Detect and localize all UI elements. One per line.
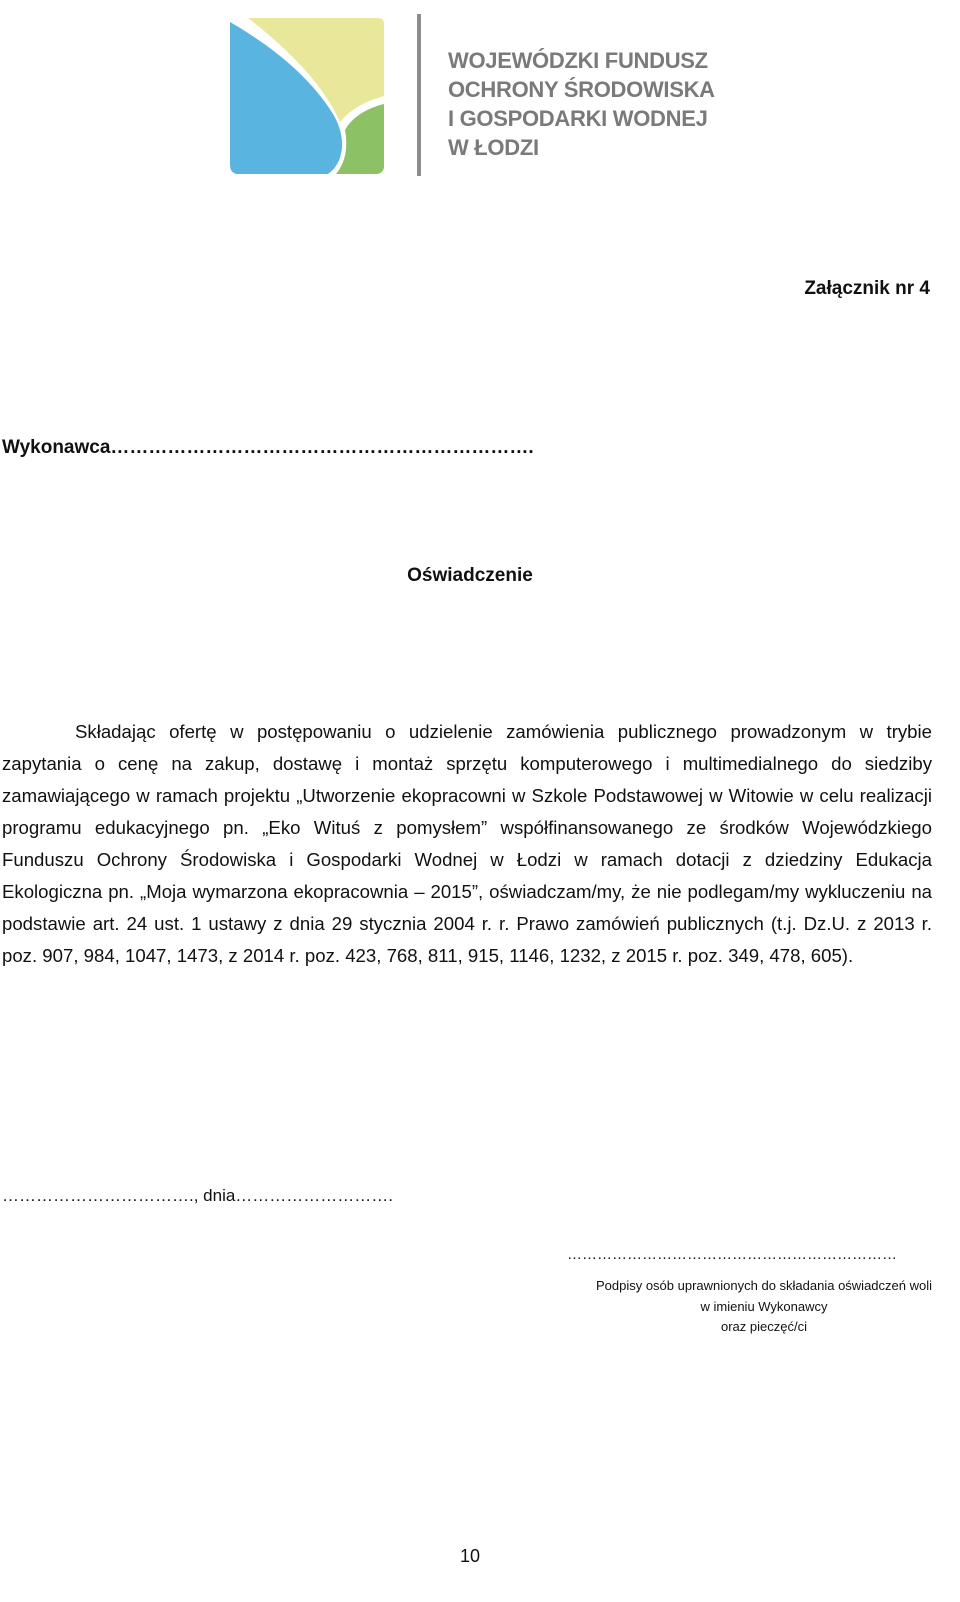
- statement-body: Składając ofertę w postępowaniu o udzielenie zamówienia publicznego prowadzonym w trybie zapytania o cenę na zakup, dostawę i montaż sprzętu komputerowego i multimedialnego do siedziby zamawiającego w ramach projektu „Utworzenie ekopracowni w Szkole Podstawowej w Witowie w celu realizacji programu edukacyjnego pn. „Eko Wituś z pomysłem” współfinansowanego ze środków Wojewódzkiego Funduszu Ochrony Środowiska i Gospodarki Wodnej w Łodzi w ramach dotacji z dziedziny Edukacja Ekologiczna pn. „Moja wymarzona ekopracownia – 2015”, oświadczam/my, że nie podlegam/my wykluczeniu na podstawie art. 24 ust. 1 ustawy z dnia 29 stycznia 2004 r. r. Prawo zamówień publicznych (t.j. Dz.U. z 2013 r. poz. 907, 984, 1047, 1473, z 2014 r. poz. 423, 768, 811, 915, 1146, 1232, z 2015 r. poz. 349, 478, 605).: [2, 721, 932, 966]
- logo-line-1: WOJEWÓDZKI FUNDUSZ: [448, 48, 708, 73]
- signature-line: …………………………………………………………: [567, 1246, 897, 1263]
- contractor-line: Wykonawca………………………………………………………….: [2, 437, 534, 458]
- place-date-line: ……………………………., dnia……………………….: [2, 1186, 394, 1205]
- logo-divider: [417, 14, 421, 176]
- logo-line-3: I GOSPODARKI WODNEJ: [448, 106, 708, 131]
- signature-caption-line-3: oraz pieczęć/ci: [721, 1319, 807, 1334]
- page-number: 10: [459, 1546, 481, 1566]
- logo-line-2: OCHRONY ŚRODOWISKA: [448, 77, 715, 102]
- signature-caption-line-2: w imieniu Wykonawcy: [700, 1298, 828, 1314]
- logo-text: [448, 46, 715, 162]
- signature-caption-line-1: Podpisy osób uprawnionych do składania oświadczeń woli: [595, 1278, 933, 1293]
- signature-caption: [590, 1276, 938, 1338]
- logo-line-4: W ŁODZI: [448, 135, 539, 160]
- document-title: Oświadczenie: [407, 565, 533, 586]
- annex-label: Załącznik nr 4: [804, 278, 930, 299]
